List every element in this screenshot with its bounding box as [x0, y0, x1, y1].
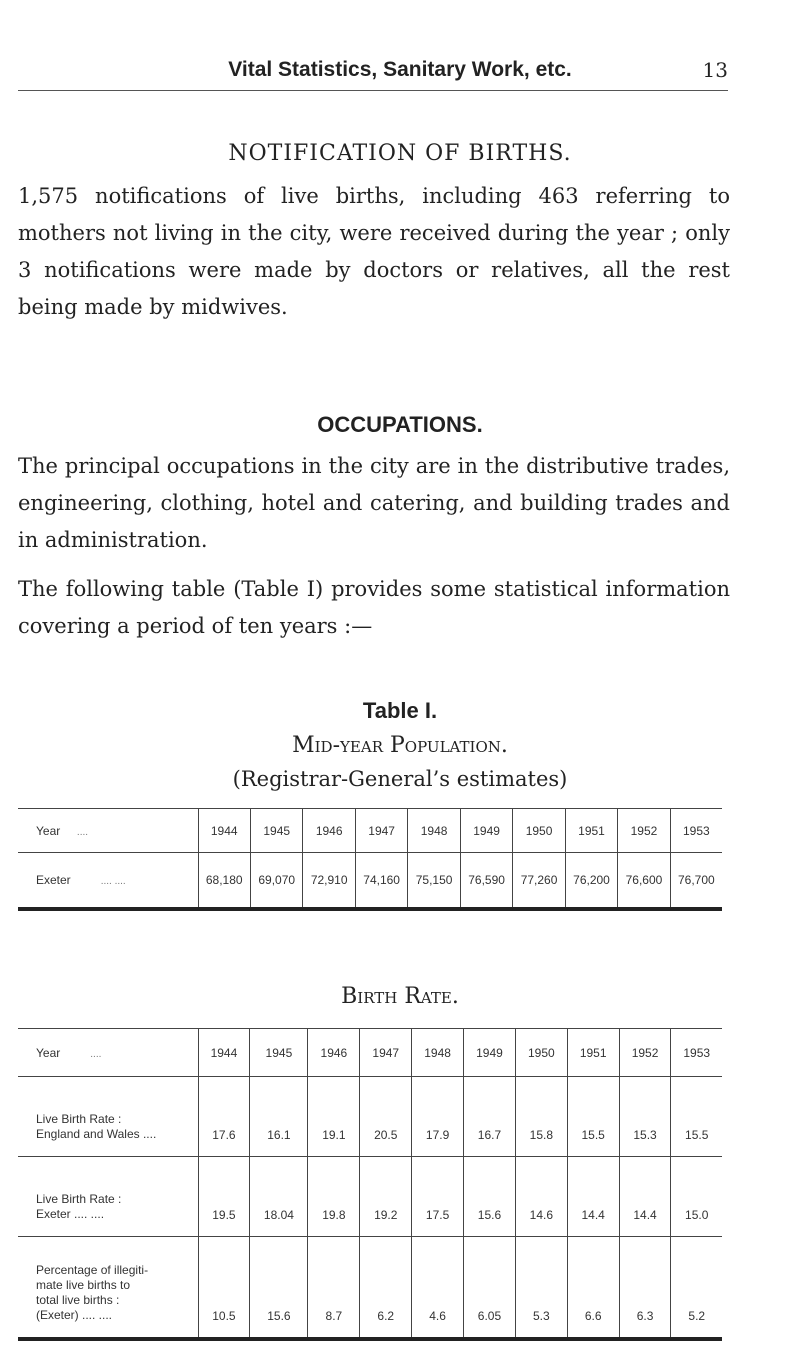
- year-cell: 1952: [619, 1029, 671, 1077]
- rate-cell: 6.3: [619, 1237, 671, 1339]
- year-cell: 1947: [355, 809, 407, 853]
- year-cell: 1945: [250, 1029, 308, 1077]
- rate-cell: 15.0: [671, 1157, 722, 1237]
- rate-cell: 17.9: [412, 1077, 464, 1157]
- notification-heading: NOTIFICATION OF BIRTHS.: [228, 141, 572, 166]
- rate-cell: 15.5: [567, 1077, 619, 1157]
- rate-cell: 5.2: [671, 1237, 722, 1339]
- rate-cell: 10.5: [198, 1237, 250, 1339]
- occupations-heading: OCCUPATIONS.: [317, 412, 483, 437]
- rate-cell: 16.7: [464, 1077, 516, 1157]
- population-cell: 77,260: [513, 853, 565, 909]
- rate-cell: 14.6: [515, 1157, 567, 1237]
- population-cell: 74,160: [355, 853, 407, 909]
- occupations-paragraph-2: The following table (Table I) provides some statistical information covering a period of ten years :—: [18, 577, 730, 638]
- table1-title: Mid-year Population.: [292, 733, 508, 758]
- population-cell: 68,180: [198, 853, 250, 909]
- rate-cell: 19.8: [308, 1157, 360, 1237]
- rate-cell: 15.5: [671, 1077, 722, 1157]
- population-cell: 69,070: [250, 853, 302, 909]
- year-header: Year ....: [18, 809, 198, 853]
- rate-cell: 15.3: [619, 1077, 671, 1157]
- rate-cell: 17.6: [198, 1077, 250, 1157]
- year-cell: 1951: [567, 1029, 619, 1077]
- rate-cell: 15.6: [464, 1157, 516, 1237]
- row-label: Live Birth Rate : Exeter .... ....: [18, 1157, 198, 1237]
- population-cell: 76,600: [618, 853, 670, 909]
- rate-cell: 19.5: [198, 1157, 250, 1237]
- rate-cell: 5.3: [515, 1237, 567, 1339]
- rate-cell: 6.05: [464, 1237, 516, 1339]
- rate-cell: 14.4: [567, 1157, 619, 1237]
- year-cell: 1948: [408, 809, 460, 853]
- row-label: Exeter .... ....: [18, 853, 198, 909]
- notification-paragraph: 1,575 notifications of live births, including 463 referring to mothers not living in the city, were received during the year ; only 3 notifications were made by doctors or relatives, all the rest being made by midwives.: [18, 184, 730, 319]
- row-label: Live Birth Rate : England and Wales ....: [18, 1077, 198, 1157]
- year-cell: 1944: [198, 1029, 250, 1077]
- rate-cell: 14.4: [619, 1157, 671, 1237]
- rate-cell: 18.04: [250, 1157, 308, 1237]
- year-cell: 1948: [412, 1029, 464, 1077]
- year-cell: 1945: [250, 809, 302, 853]
- year-cell: 1950: [513, 809, 565, 853]
- table2-title: Birth Rate.: [341, 984, 459, 1009]
- year-cell: 1953: [671, 1029, 722, 1077]
- rate-cell: 6.6: [567, 1237, 619, 1339]
- year-cell: 1953: [670, 809, 722, 853]
- birth-rate-table: [18, 1028, 722, 1341]
- population-cell: 72,910: [303, 853, 355, 909]
- population-cell: 76,700: [670, 853, 722, 909]
- rate-cell: 19.2: [360, 1157, 412, 1237]
- rate-cell: 8.7: [308, 1237, 360, 1339]
- rate-cell: 4.6: [412, 1237, 464, 1339]
- year-cell: 1946: [308, 1029, 360, 1077]
- header-rule: [18, 90, 728, 91]
- table1-label: Table I.: [362, 698, 438, 723]
- year-cell: 1951: [565, 809, 617, 853]
- year-cell: 1946: [303, 809, 355, 853]
- year-cell: 1949: [464, 1029, 516, 1077]
- year-cell: 1944: [198, 809, 250, 853]
- running-title: Vital Statistics, Sanitary Work, etc.: [228, 58, 572, 81]
- table1-subtitle: (Registrar-General’s estimates): [232, 767, 568, 791]
- rate-cell: 15.8: [515, 1077, 567, 1157]
- year-cell: 1952: [618, 809, 670, 853]
- year-cell: 1950: [515, 1029, 567, 1077]
- rate-cell: 19.1: [308, 1077, 360, 1157]
- rate-cell: 15.6: [250, 1237, 308, 1339]
- population-cell: 75,150: [408, 853, 460, 909]
- population-cell: 76,200: [565, 853, 617, 909]
- row-label: Percentage of illegiti- mate live births to total live births : (Exeter) .... ....: [18, 1237, 198, 1339]
- page-number: 13: [702, 58, 728, 82]
- rate-cell: 17.5: [412, 1157, 464, 1237]
- population-cell: 76,590: [460, 853, 512, 909]
- rate-cell: 20.5: [360, 1077, 412, 1157]
- rate-cell: 6.2: [360, 1237, 412, 1339]
- year-cell: 1949: [460, 809, 512, 853]
- page-header: [0, 52, 800, 90]
- population-table: [18, 808, 722, 911]
- rate-cell: 16.1: [250, 1077, 308, 1157]
- occupations-paragraph-1: The principal occupations in the city are in the distributive trades, engineering, clothing, hotel and catering, and building trades and in administration.: [18, 454, 730, 552]
- year-cell: 1947: [360, 1029, 412, 1077]
- year-header: Year ....: [18, 1029, 198, 1077]
